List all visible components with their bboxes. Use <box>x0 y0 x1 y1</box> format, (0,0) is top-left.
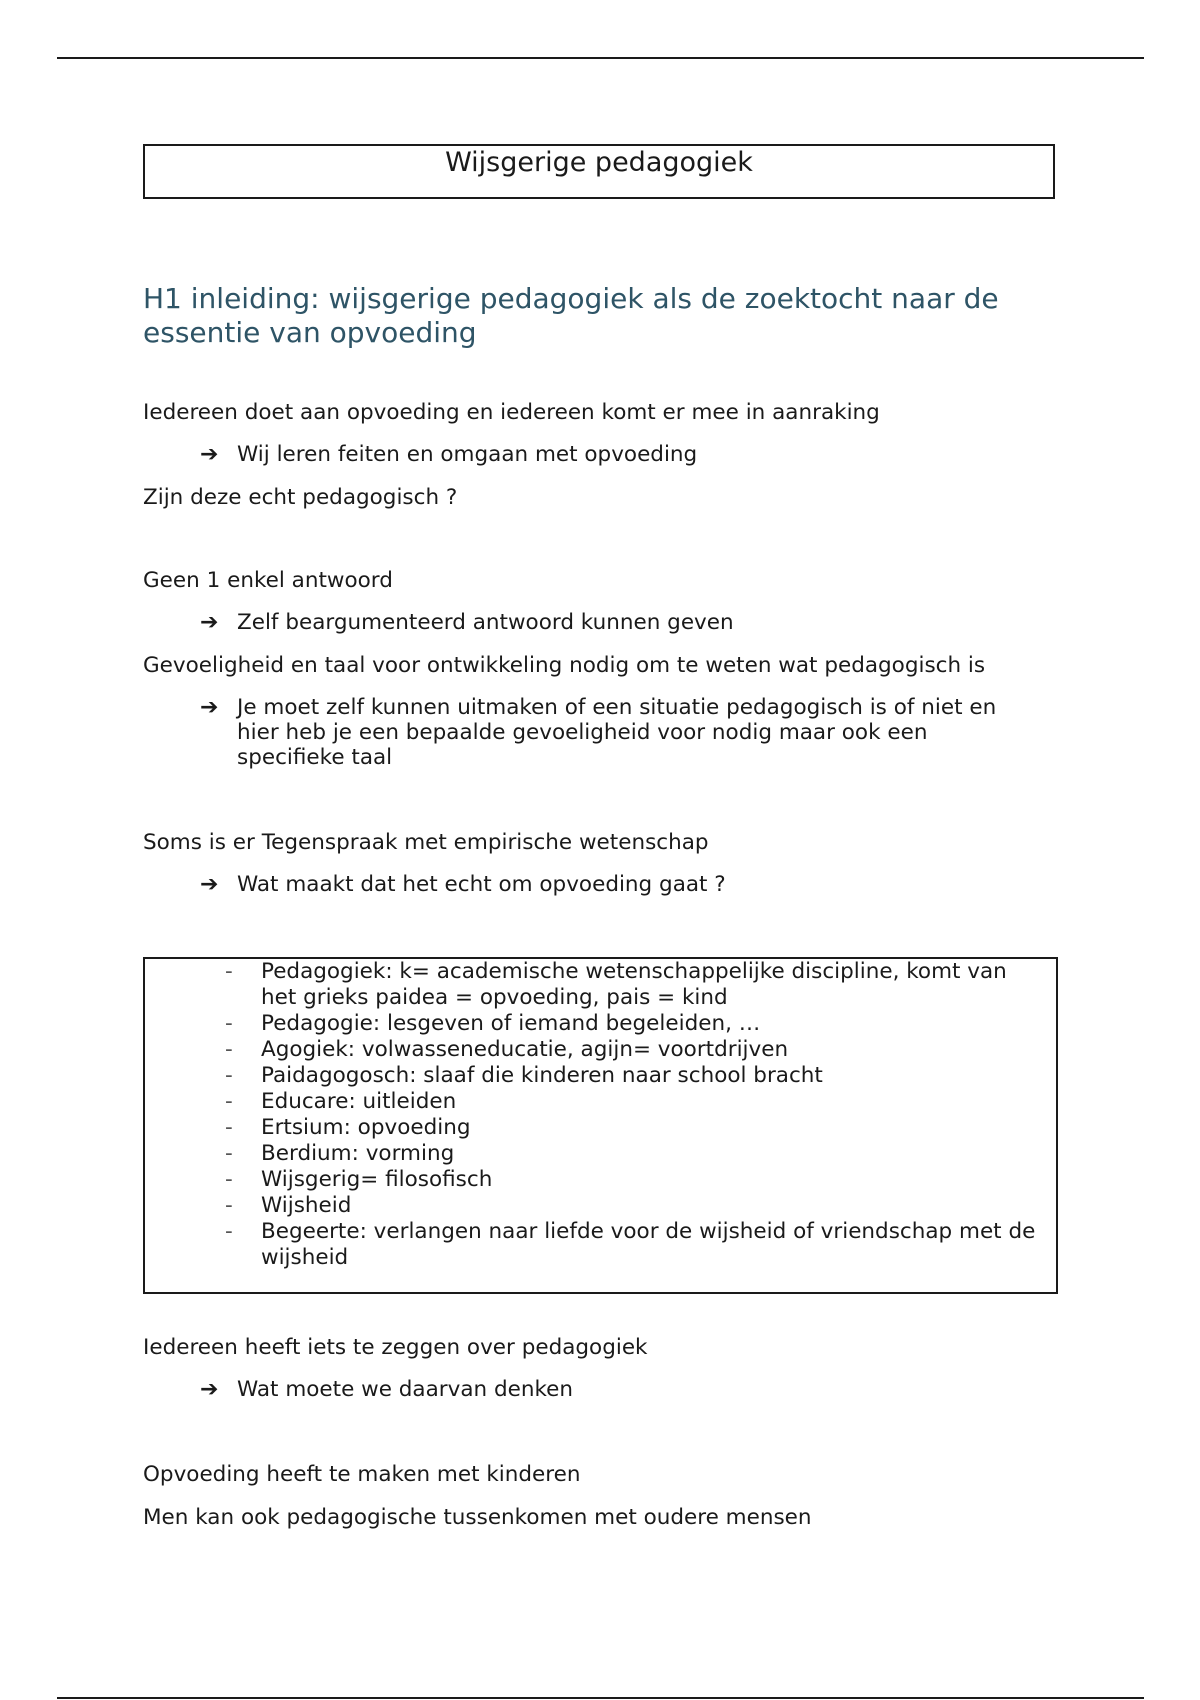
arrow-bullet-text: Wat moete we daarvan denken <box>237 1377 574 1402</box>
paragraph: Men kan ook pedagogische tussenkomen met oudere mensen <box>143 1505 812 1530</box>
definitions-list <box>225 959 1045 1271</box>
dash-bullet: - <box>225 1115 233 1140</box>
definitions-box <box>143 957 1058 1294</box>
document-title-box <box>143 144 1055 199</box>
arrow-right-icon: ➔ <box>200 610 219 635</box>
dash-bullet: - <box>225 1219 233 1244</box>
arrow-bullet-text: Wij leren feiten en omgaan met opvoeding <box>237 442 698 467</box>
list-item <box>225 1115 1045 1141</box>
arrow-bullet-text: Zelf beargumenteerd antwoord kunnen geven <box>237 610 734 635</box>
list-item <box>225 1167 1045 1193</box>
definition-text: Begeerte: verlangen naar liefde voor de wijsheid of vriendschap met de wijsheid <box>261 1219 1036 1270</box>
paragraph: Geen 1 enkel antwoord <box>143 568 393 593</box>
list-item <box>225 1063 1045 1089</box>
dash-bullet: - <box>225 1063 233 1088</box>
paragraph: Iedereen doet aan opvoeding en iedereen komt er mee in aanraking <box>143 400 880 425</box>
chapter-heading: H1 inleiding: wijsgerige pedagogiek als de zoektocht naar de essentie van opvoeding <box>143 282 999 349</box>
definition-text: Ertsium: opvoeding <box>261 1115 471 1140</box>
definition-text: Berdium: vorming <box>261 1141 455 1166</box>
dash-bullet: - <box>225 1011 233 1036</box>
list-item <box>225 1141 1045 1167</box>
top-rule <box>57 57 1144 59</box>
arrow-bullet <box>200 1377 1030 1402</box>
list-item <box>225 1219 1045 1271</box>
arrow-bullet-text: Je moet zelf kunnen uitmaken of een situatie pedagogisch is of niet en hier heb je een bepaalde gevoeligheid voor nodig maar ook een specifieke taal <box>237 695 997 770</box>
document-title: Wijsgerige pedagogiek <box>445 147 753 178</box>
definition-text: Pedagogie: lesgeven of iemand begeleiden, … <box>261 1011 761 1036</box>
list-item <box>225 1037 1045 1063</box>
arrow-bullet <box>200 610 1030 635</box>
arrow-right-icon: ➔ <box>200 695 219 720</box>
paragraph: Gevoeligheid en taal voor ontwikkeling nodig om te weten wat pedagogisch is <box>143 653 986 678</box>
dash-bullet: - <box>225 1037 233 1062</box>
dash-bullet: - <box>225 959 233 984</box>
arrow-right-icon: ➔ <box>200 442 219 467</box>
paragraph: Iedereen heeft iets te zeggen over pedagogiek <box>143 1335 648 1360</box>
bottom-rule <box>57 1697 1144 1699</box>
list-item <box>225 1089 1045 1115</box>
list-item <box>225 1011 1045 1037</box>
definition-text: Educare: uitleiden <box>261 1089 457 1114</box>
dash-bullet: - <box>225 1141 233 1166</box>
dash-bullet: - <box>225 1089 233 1114</box>
dash-bullet: - <box>225 1193 233 1218</box>
arrow-bullet <box>200 695 1030 770</box>
arrow-right-icon: ➔ <box>200 1377 219 1402</box>
paragraph: Opvoeding heeft te maken met kinderen <box>143 1462 581 1487</box>
arrow-bullet <box>200 442 1030 467</box>
definition-text: Pedagogiek: k= academische wetenschappelijke discipline, komt van het grieks paidea = opvoeding, pais = kind <box>261 959 1007 1010</box>
list-item <box>225 959 1045 1011</box>
definition-text: Wijsheid <box>261 1193 352 1218</box>
list-item <box>225 1193 1045 1219</box>
dash-bullet: - <box>225 1167 233 1192</box>
paragraph: Soms is er Tegenspraak met empirische wetenschap <box>143 830 709 855</box>
arrow-bullet-text: Wat maakt dat het echt om opvoeding gaat ? <box>237 872 726 897</box>
definition-text: Agogiek: volwasseneducatie, agijn= voortdrijven <box>261 1037 789 1062</box>
arrow-right-icon: ➔ <box>200 872 219 897</box>
arrow-bullet <box>200 872 1030 897</box>
definition-text: Paidagogosch: slaaf die kinderen naar school bracht <box>261 1063 823 1088</box>
paragraph: Zijn deze echt pedagogisch ? <box>143 485 458 510</box>
definition-text: Wijsgerig= filosofisch <box>261 1167 493 1192</box>
